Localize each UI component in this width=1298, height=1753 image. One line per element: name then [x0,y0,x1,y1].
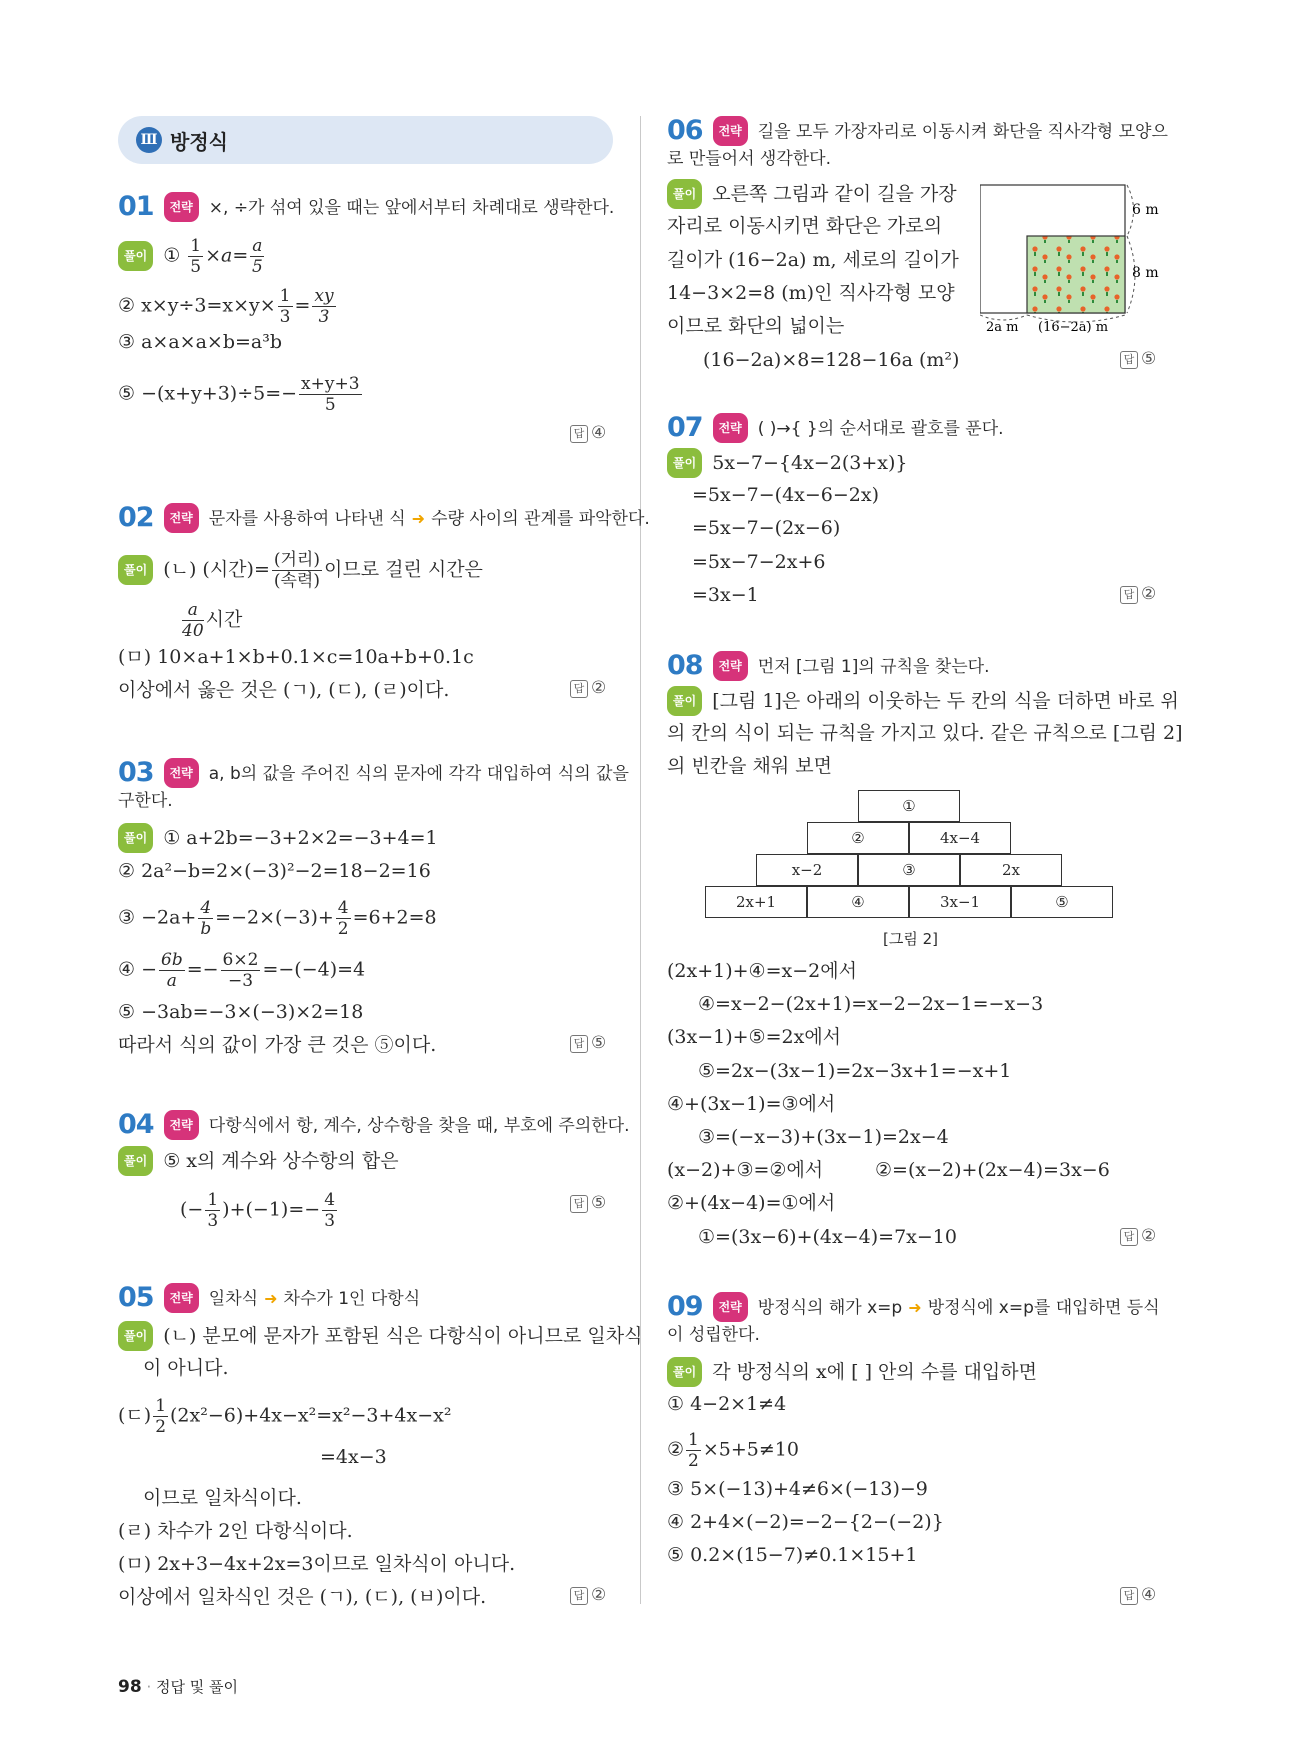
fraction: $\frac{x+y+3}{5}$ [301,374,360,415]
p04-line2: (− $\frac{1}{3}$ )+(−1)=− $\frac{4}{3}$ [180,1190,336,1231]
p04-answer: 답 ⑤ [570,1193,606,1213]
pyramid-cell: 3x−1 [909,886,1011,918]
p01-line2 [118,286,338,327]
p05-line5: 이므로 일차식이다. [143,1487,302,1509]
problem-number: 02 [118,502,154,533]
garden-figure [980,183,1165,333]
text: ⑤ −(x+y+3)÷5=− [118,382,298,405]
text: ×a= [205,244,249,267]
p03-line4: ④ − $\frac{6b}{a}$ =− $\frac{6\times 2}{-3}$ =−(−4)=4 [118,950,366,991]
problem-number: 05 [118,1282,154,1313]
p03-answer: 답 ⑤ [570,1033,606,1053]
p08-line1: 풀이 [그림 1]은 아래의 이웃하는 두 칸의 식을 더하면 바로 위 [667,686,1179,716]
p07-answer: 답 ② [1120,584,1156,604]
p03-line3: ③ −2a+ $\frac{4}{b}$ =−2×(−3)+ $\frac{4}{2}$ =6+2=8 [118,898,437,939]
problem-number: 09 [667,1291,703,1322]
label-8m: 8 m [1132,265,1159,281]
pyramid-cell: 2x+1 [705,886,807,918]
problem-number: 03 [118,757,154,788]
text: 시간 [205,608,243,631]
strategy-badge: 전략 [164,503,199,533]
pyramid-cell: ⑤ [1011,886,1113,918]
arrow-icon: ➜ [264,1289,278,1308]
p02-line4: 이상에서 옳은 것은 (ㄱ), (ㄷ), (ㄹ)이다. [118,679,450,701]
strategy-badge: 전략 [164,1283,199,1313]
solution-badge: 풀이 [667,686,702,716]
fraction: $\frac{1}{5}$ [190,236,202,277]
solution-badge: 풀이 [118,823,153,853]
answer-label: 답 [570,425,588,443]
p02-answer: 답 ② [570,678,606,698]
p06-line5: 이므로 화단의 넓이는 [667,315,845,337]
p01-answer [570,423,606,443]
pyramid-cell: ③ [858,854,960,886]
text: (ㄴ) (시간)= [163,558,270,581]
strategy-text: 다항식에서 항, 계수, 상수항을 찾을 때, 부호에 주의한다. [208,1116,630,1136]
p09-header: 09 전략 방정식의 해가 x=p ➜ 방정식에 x=p를 대입하면 등식 [667,1291,1160,1322]
strategy-text: a, b의 값을 주어진 식의 문자에 각각 대입하여 식의 값을 [208,764,629,784]
strategy-text: ×, ÷가 섞여 있을 때는 앞에서부터 차례대로 생략한다. [208,198,615,218]
fraction: $\frac{\text{(거리)}}{\text{(속력)}}$ [273,550,320,591]
p01-line4 [118,374,364,415]
p02-line1 [118,550,483,591]
p03-strategy-cont: 구한다. [118,791,173,811]
solution-badge: 풀이 [667,1357,702,1387]
pyramid-cell: 4x−4 [909,822,1011,854]
answer-value: ④ [591,423,607,443]
pyramid-figure [700,790,1120,930]
footer-title: 정답 및 풀이 [156,1678,238,1696]
p07-line3: =5x−7−(2x−6) [692,517,841,539]
p03-header [118,758,629,788]
p01-line3: ③ a×a×a×b=a³b [118,331,283,353]
section-title: 방정식 [170,129,228,154]
p08-s1: (2x+1)+④=x−2에서 [667,960,857,982]
solution-badge: 풀이 [667,448,702,478]
problem-number: 08 [667,650,703,681]
strategy-badge: 전략 [164,758,199,788]
p06-strategy-cont: 로 만들어서 생각한다. [667,149,832,169]
label-2am: 2a m [986,320,1019,333]
pyramid-cell: ④ [807,886,909,918]
p09-strategy-cont: 이 성립한다. [667,1325,760,1345]
text: ① a+2b=−3+2×2=−3+4=1 [163,827,438,849]
solution-badge: 풀이 [118,555,153,585]
p07-header: 07 전략 ( )→{ }의 순서대로 괄호를 푼다. [667,412,1004,443]
p03-line6: 따라서 식의 값이 가장 큰 것은 ⑤이다. [118,1034,437,1056]
solution-badge: 풀이 [118,1146,153,1176]
p09-line3: ② $\frac{1}{2}$ ×5+5≠10 [667,1430,799,1471]
p07-line5: =3x−1 [692,584,759,606]
p08-answer: 답 ② [1120,1226,1156,1246]
p04-line1: 풀이 ⑤ x의 계수와 상수항의 합은 [118,1146,399,1176]
label-16-2am: (16−2a) m [1038,320,1109,333]
p07-line1: 풀이 5x−7−{4x−2(3+x)} [667,448,907,478]
strategy-badge: 전략 [713,651,748,681]
problem-number: 07 [667,412,703,443]
section-header [118,116,613,164]
p05-line3: (ㄷ) $\frac{1}{2}$ (2x²−6)+4x−x²=x²−3+4x−x² [118,1396,452,1437]
p08-s7: (x−2)+③=②에서 [667,1159,824,1181]
p08-line2: 의 칸의 식이 되는 규칙을 가지고 있다. 같은 규칙으로 [그림 2] [667,722,1183,744]
text: ② x×y÷3=x×y× [118,294,276,317]
text: ① [163,244,181,267]
fraction: $\frac{1}{3}$ [279,286,291,327]
label-6m: 6 m [1132,202,1159,218]
p03-line5: ⑤ −3ab=−3×(−3)×2=18 [118,1001,364,1023]
strategy-text: 문자를 사용하여 나타낸 식 [208,509,406,529]
strategy-badge: 전략 [164,192,199,222]
p06-header: 06 전략 길을 모두 가장자리로 이동시켜 화단을 직사각형 모양으 [667,115,1168,146]
p03-line2: ② 2a²−b=2×(−3)²−2=18−2=16 [118,860,431,882]
p08-s6: ③=(−x−3)+(3x−1)=2x−4 [698,1126,949,1148]
p02-line2 [180,600,242,641]
p09-line6: ⑤ 0.2×(15−7)≠0.1×15+1 [667,1544,918,1566]
p05-line7: (ㅁ) 2x+3−4x+2x=3이므로 일차식이 아니다. [118,1553,516,1575]
p09-line1: 풀이 각 방정식의 x에 [ ] 안의 수를 대입하면 [667,1357,1037,1387]
p06-line2: 자리로 이동시키면 화단은 가로의 [667,215,943,237]
p08-line3: 의 빈칸을 채워 보면 [667,755,832,777]
problem-number: 06 [667,115,703,146]
p05-line2: 이 아니다. [143,1357,229,1379]
p04-header [118,1110,630,1140]
p08-header: 08 전략 먼저 [그림 1]의 규칙을 찾는다. [667,650,990,681]
p01-line1 [118,236,266,277]
solution-badge: 풀이 [118,1321,153,1351]
p05-line4: =4x−3 [320,1446,387,1468]
p07-line2: =5x−7−(4x−6−2x) [692,484,880,506]
p08-s8: ②+(4x−4)=①에서 [667,1192,836,1214]
page-number: 98 [118,1677,142,1697]
solution-badge: 풀이 [667,179,702,209]
strategy-text: 수량 사이의 관계를 파악한다. [431,509,650,529]
text: 이므로 걸린 시간은 [323,558,483,581]
strategy-badge: 전략 [164,1110,199,1140]
p05-line6: (ㄹ) 차수가 2인 다항식이다. [118,1520,353,1542]
p09-line4: ③ 5×(−13)+4≠6×(−13)−9 [667,1478,928,1500]
p01-header [118,192,614,222]
strategy-badge: 전략 [713,1292,748,1322]
p06-line4: 14−3×2=8 (m)인 직사각형 모양 [667,282,955,304]
p09-line2: ① 4−2×1≠4 [667,1393,787,1415]
column-divider [640,116,641,1604]
p08-s9: ①=(3x−6)+(4x−4)=7x−10 [698,1226,957,1248]
fraction: $\frac{xy}{3}$ [314,286,334,327]
problem-number: 04 [118,1109,154,1140]
strategy-badge: 전략 [713,413,748,443]
pyramid-cell: ② [807,822,909,854]
p05-line8: 이상에서 일차식인 것은 (ㄱ), (ㄷ), (ㅂ)이다. [118,1586,487,1608]
pyramid-cell: x−2 [756,854,858,886]
p09-line5: ④ 2+4×(−2)=−2−{2−(−2)} [667,1511,944,1533]
pyramid-cell: ① [858,790,960,822]
p05-header: 05 전략 일차식 ➜ 차수가 1인 다항식 [118,1282,421,1313]
fraction: $\frac{a}{5}$ [251,236,263,277]
text: = [294,294,311,317]
p09-answer: 답 ④ [1120,1585,1156,1605]
p06-line6: (16−2a)×8=128−16a (m²) [703,349,960,371]
figure-caption: [그림 2] [883,930,938,948]
fraction: $\frac{a}{40}$ [182,600,204,641]
p07-line4: =5x−7−2x+6 [692,551,826,573]
p03-line1 [118,823,438,853]
p05-line1: 풀이 (ㄴ) 분모에 문자가 포함된 식은 다항식이 아니므로 일차식 [118,1321,642,1351]
p08-s2: ④=x−2−(2x+1)=x−2−2x−1=−x−3 [698,993,1044,1015]
p06-line1: 풀이 오른쪽 그림과 같이 길을 가장 [667,179,957,209]
p06-answer: 답 ⑤ [1120,349,1156,369]
p08-s5: ④+(3x−1)=③에서 [667,1093,836,1115]
solution-badge: 풀이 [118,241,153,271]
pyramid-cell: 2x [960,854,1062,886]
problem-number: 01 [118,191,154,222]
section-number: Ⅲ [136,127,162,153]
p08-s7b: ②=(x−2)+(2x−4)=3x−6 [875,1159,1110,1181]
arrow-icon: ➜ [411,509,426,528]
strategy-badge: 전략 [713,116,748,146]
page-footer: 98 · 정답 및 풀이 [118,1677,238,1697]
p08-s3: (3x−1)+⑤=2x에서 [667,1026,842,1048]
p02-line3: (ㅁ) 10×a+1×b+0.1×c=10a+b+0.1c [118,646,474,668]
p06-line3: 길이가 (16−2a) m, 세로의 길이가 [667,249,959,271]
p02-header [118,503,650,533]
arrow-icon: ➜ [908,1298,922,1317]
p08-s4: ⑤=2x−(3x−1)=2x−3x+1=−x+1 [698,1060,1012,1082]
p05-answer: 답 ② [570,1585,606,1605]
